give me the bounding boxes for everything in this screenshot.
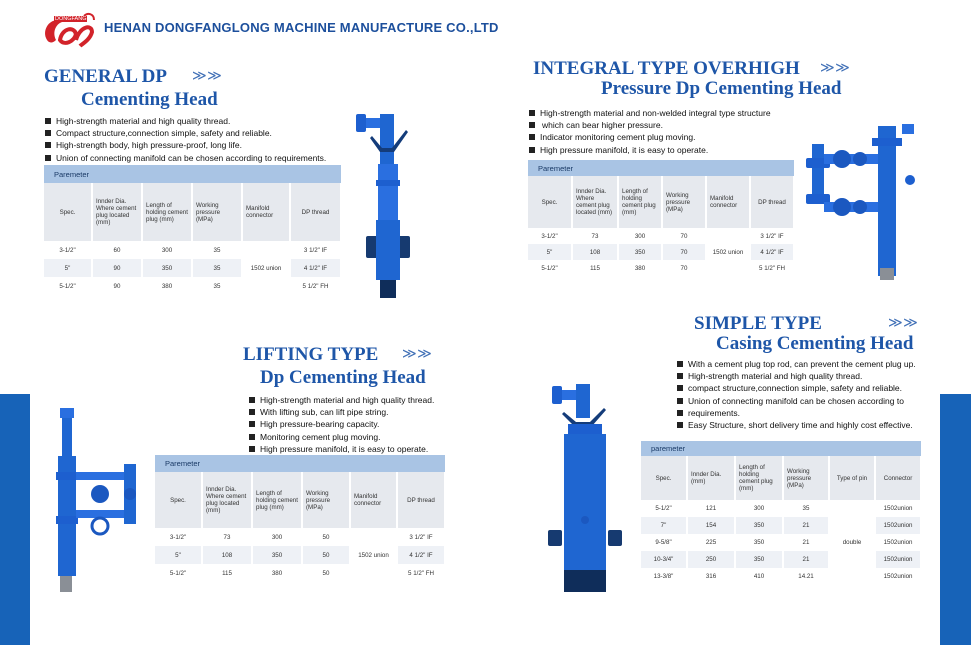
- table-row: [155, 564, 445, 582]
- column-header: Innder Dia. Where cement plug located (mm): [92, 183, 142, 241]
- chevron-right-icon: ≫ ≫: [888, 315, 916, 331]
- cell: 1502union: [875, 551, 921, 568]
- cell: 90: [92, 259, 142, 277]
- column-header: Length of holding cement plug (mm): [252, 472, 302, 528]
- feature-item: High-strength material and high quality thread.: [44, 115, 326, 127]
- cell: 5": [44, 259, 92, 277]
- cell: 4 1/2" IF: [750, 244, 794, 260]
- left-side-bar: [0, 394, 30, 645]
- general-dp-spec-table: [44, 165, 342, 295]
- integral-type-features: [528, 107, 771, 156]
- cell: 350: [252, 546, 302, 564]
- cell: 60: [92, 241, 142, 259]
- column-header: Connector: [875, 456, 921, 500]
- cell: 380: [618, 260, 662, 276]
- column-header: Spec.: [44, 183, 92, 241]
- table-row: [155, 546, 445, 564]
- lifting-type-features: [248, 394, 434, 455]
- cell: 350: [735, 534, 783, 551]
- simple-type-title: SIMPLE TYPE: [694, 313, 822, 334]
- integral-type-cementing-head-image: [802, 120, 920, 284]
- lifting-type-spec-table: [155, 455, 446, 582]
- cell: 300: [735, 500, 783, 517]
- cell: 50: [302, 528, 350, 546]
- feature-item: High-strength body, high pressure-proof, long life.: [44, 139, 326, 151]
- table-row: [528, 244, 794, 260]
- feature-item: High pressure-bearing capacity.: [248, 418, 434, 430]
- table-row: [44, 241, 341, 259]
- cell: double: [829, 500, 875, 585]
- cell: 1502union: [875, 517, 921, 534]
- cell: 316: [687, 568, 735, 585]
- column-header: DP thread: [397, 472, 445, 528]
- cell: 14.21: [783, 568, 829, 585]
- feature-item: which can bear higher pressure.: [528, 119, 771, 131]
- chevron-right-icon: ≫ ≫: [402, 346, 430, 362]
- column-header: Innder Dia. Where cement plug located (mm): [572, 176, 618, 228]
- cell: 350: [735, 551, 783, 568]
- column-header: Length of holding cement plug (mm): [142, 183, 192, 241]
- cell: 350: [142, 259, 192, 277]
- feature-item: With a cement plug top rod, can prevent the cement plug up.: [676, 358, 916, 370]
- cell: 250: [687, 551, 735, 568]
- integral-type-spec-table: [528, 160, 795, 276]
- cell: 5": [155, 546, 202, 564]
- cell: 1502union: [875, 568, 921, 585]
- column-header: Working pressure (MPa): [302, 472, 350, 528]
- feature-item: compact structure,connection simple, safety and reliable.: [676, 382, 916, 394]
- cell: 5-1/2": [155, 564, 202, 582]
- table-caption: paremeter: [641, 441, 921, 456]
- cell: 300: [252, 528, 302, 546]
- cell: 380: [142, 277, 192, 295]
- column-header: Manifold connector: [706, 176, 750, 228]
- cell: 35: [192, 241, 242, 259]
- cell: 108: [202, 546, 252, 564]
- column-header: Working pressure (MPa): [192, 183, 242, 241]
- cell: 350: [735, 517, 783, 534]
- feature-item: High-strength material and non-welded integral type structure: [528, 107, 771, 119]
- cell: 5 1/2" FH: [290, 277, 341, 295]
- column-header: Length of holding cement plug (mm): [618, 176, 662, 228]
- column-header: Manifold connector: [350, 472, 397, 528]
- cell: 1502 union: [350, 528, 397, 582]
- feature-item: Compact structure,connection simple, safety and reliable.: [44, 127, 326, 139]
- column-header: Working pressure (MPa): [783, 456, 829, 500]
- table-caption: Paremeter: [528, 160, 794, 176]
- cell: 73: [202, 528, 252, 546]
- table-row: [44, 259, 341, 277]
- cell: 5": [528, 244, 572, 260]
- feature-item: Monitoring cement plug moving.: [248, 431, 434, 443]
- cell: 3-1/2": [44, 241, 92, 259]
- feature-item: requirements.: [676, 407, 916, 419]
- cell: 350: [618, 244, 662, 260]
- column-header: Innder Dia. Where cement plug located (mm): [202, 472, 252, 528]
- integral-type-subtitle: Pressure Dp Cementing Head: [601, 78, 842, 99]
- lifting-type-subtitle: Dp Cementing Head: [260, 367, 426, 388]
- cell: 300: [618, 228, 662, 244]
- general-dp-title: GENERAL DP: [44, 66, 167, 87]
- table-row: [44, 277, 341, 295]
- cell: 1502 union: [242, 241, 290, 295]
- cell: 4 1/2" IF: [397, 546, 445, 564]
- cell: 50: [302, 546, 350, 564]
- table-row: [155, 528, 445, 546]
- chevron-right-icon: ≫ ≫: [192, 68, 220, 84]
- cell: 73: [572, 228, 618, 244]
- cell: 13-3/8": [641, 568, 687, 585]
- cell: 121: [687, 500, 735, 517]
- cell: 3-1/2": [155, 528, 202, 546]
- cell: 3-1/2": [528, 228, 572, 244]
- feature-item: High-strength material and high quality thread.: [248, 394, 434, 406]
- cell: 5-1/2": [44, 277, 92, 295]
- lifting-type-cementing-head-image: [52, 406, 144, 594]
- column-header: Length of holding cement plug (mm): [735, 456, 783, 500]
- table-row: [641, 517, 921, 534]
- cell: 7": [641, 517, 687, 534]
- column-header: Manifold connector: [242, 183, 290, 241]
- cell: 300: [142, 241, 192, 259]
- cell: 1502union: [875, 500, 921, 517]
- cell: 70: [662, 244, 706, 260]
- cell: 1502 union: [706, 228, 750, 276]
- table-row: [528, 260, 794, 276]
- column-header: Innder Dia. (mm): [687, 456, 735, 500]
- column-header: DP thread: [750, 176, 794, 228]
- cell: 35: [192, 259, 242, 277]
- cell: 9-5/8": [641, 534, 687, 551]
- feature-item: Easy Structure, short delivery time and highly cost effective.: [676, 419, 916, 431]
- table-caption: Paremeter: [155, 455, 445, 472]
- column-header: Working pressure (MPa): [662, 176, 706, 228]
- logo-text: DONGFANG: [55, 16, 87, 22]
- cell: 3 1/2" IF: [397, 528, 445, 546]
- cell: 21: [783, 534, 829, 551]
- cell: 4 1/2" IF: [290, 259, 341, 277]
- company-name: HENAN DONGFANGLONG MACHINE MANUFACTURE CO.,LTD: [104, 20, 499, 35]
- table-row: [528, 228, 794, 244]
- simple-type-spec-table: [641, 441, 922, 585]
- cell: 21: [783, 551, 829, 568]
- cell: 21: [783, 517, 829, 534]
- column-header: Type of pin: [829, 456, 875, 500]
- feature-item: High pressure manifold, it is easy to operate.: [528, 144, 771, 156]
- cell: 70: [662, 260, 706, 276]
- cell: 5 1/2" FH: [397, 564, 445, 582]
- column-header: Spec.: [641, 456, 687, 500]
- cell: 70: [662, 228, 706, 244]
- feature-item: Indicator monitoring cement plug moving.: [528, 131, 771, 143]
- table-row: [641, 568, 921, 585]
- cell: 3 1/2" IF: [290, 241, 341, 259]
- cell: 35: [192, 277, 242, 295]
- integral-type-title: INTEGRAL TYPE OVERHIGH: [533, 58, 800, 79]
- cell: 35: [783, 500, 829, 517]
- simple-type-subtitle: Casing Cementing Head: [716, 333, 914, 354]
- cell: 10-3/4": [641, 551, 687, 568]
- cell: 115: [572, 260, 618, 276]
- cell: 410: [735, 568, 783, 585]
- table-caption: Paremeter: [44, 165, 341, 183]
- column-header: DP thread: [290, 183, 341, 241]
- right-side-bar: [940, 394, 971, 645]
- simple-type-features: [676, 358, 916, 431]
- general-dp-cementing-head-image: [350, 108, 420, 300]
- simple-type-cementing-head-image: [544, 380, 630, 594]
- cell: 90: [92, 277, 142, 295]
- cell: 50: [302, 564, 350, 582]
- feature-item: With lifting sub, can lift pipe string.: [248, 406, 434, 418]
- feature-item: Union of connecting manifold can be chosen according to requirements.: [44, 152, 326, 164]
- feature-item: High-strength material and high quality thread.: [676, 370, 916, 382]
- cell: 3 1/2" IF: [750, 228, 794, 244]
- lifting-type-title: LIFTING TYPE: [243, 344, 379, 365]
- chevron-right-icon: ≫ ≫: [820, 60, 848, 76]
- general-dp-subtitle: Cementing Head: [81, 89, 218, 110]
- cell: 1502union: [875, 534, 921, 551]
- company-logo: [40, 10, 96, 50]
- cell: 115: [202, 564, 252, 582]
- feature-item: Union of connecting manifold can be chosen according to: [676, 395, 916, 407]
- cell: 380: [252, 564, 302, 582]
- table-row: [641, 500, 921, 517]
- general-dp-features: [44, 115, 326, 164]
- cell: 5-1/2": [641, 500, 687, 517]
- table-row: [641, 551, 921, 568]
- cell: 5 1/2" FH: [750, 260, 794, 276]
- cell: 5-1/2": [528, 260, 572, 276]
- table-row: [641, 534, 921, 551]
- column-header: Spec.: [528, 176, 572, 228]
- cell: 108: [572, 244, 618, 260]
- column-header: Spec.: [155, 472, 202, 528]
- cell: 225: [687, 534, 735, 551]
- cell: 154: [687, 517, 735, 534]
- feature-item: High pressure manifold, it is easy to operate.: [248, 443, 434, 455]
